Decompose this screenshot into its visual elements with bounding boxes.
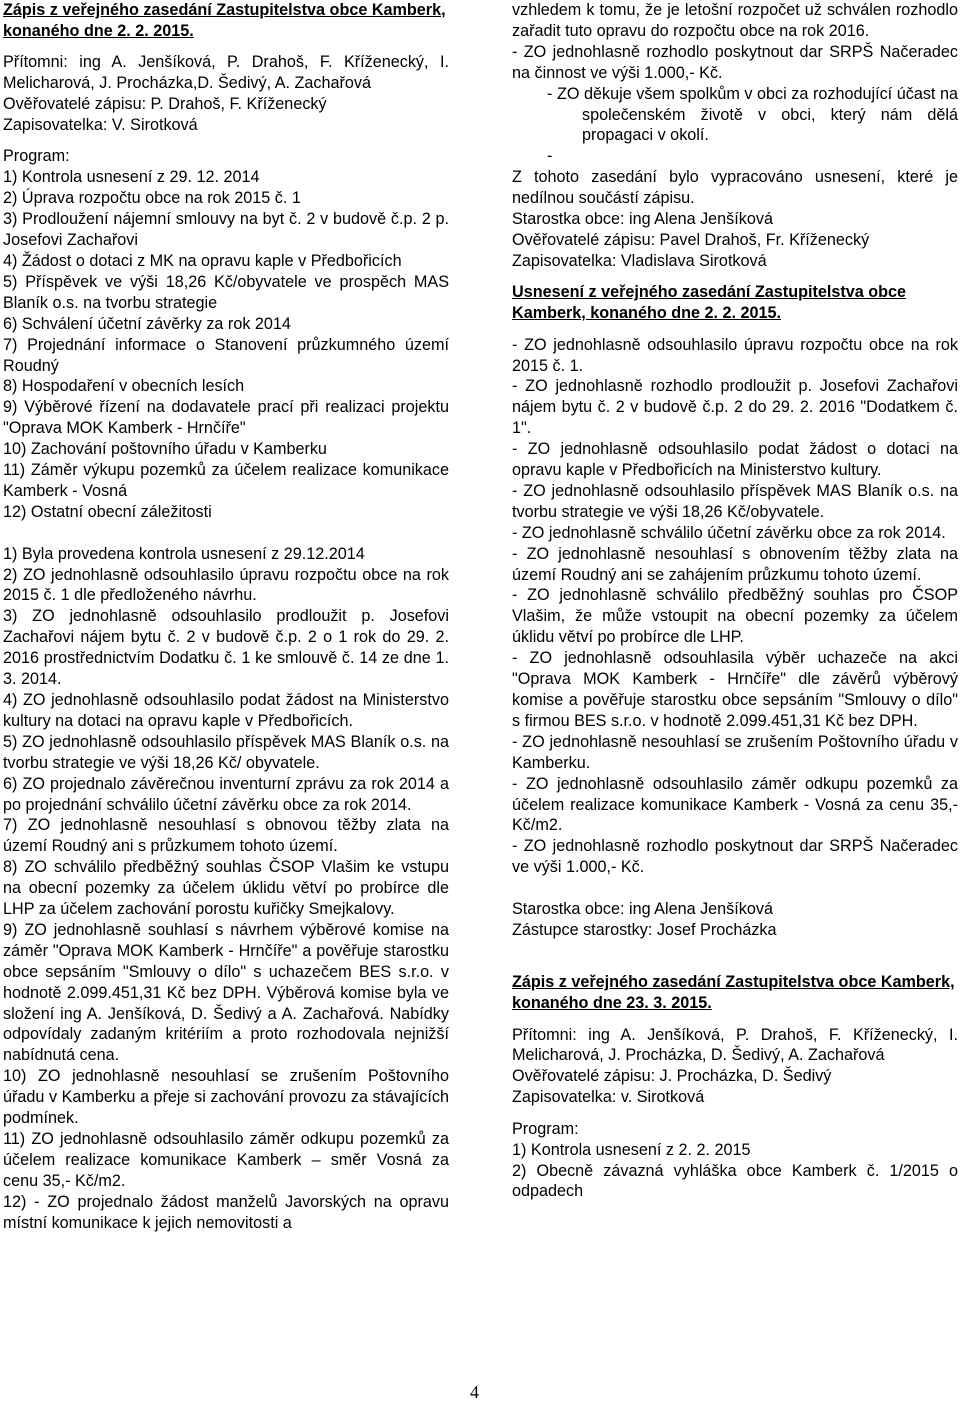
program-item: 2) Úprava rozpočtu obce na rok 2015 č. 1: [3, 189, 301, 208]
minutes-item: 5) ZO jednohlasně odsouhlasilo příspěvek MAS Blaník o.s. na tvorbu strategie ve výši 18,26 Kč/ obyvatele.: [3, 732, 449, 772]
minutes-item: - ZO jednohlasně rozhodlo poskytnout dar SRPŠ Načeradec na činnost ve výši 1.000,- Kč.: [512, 42, 958, 82]
resolution-item: - ZO jednohlasně odsouhlasilo podat žádost o dotaci na opravu kaple v Předbořicích na Ministerstvo kultury.: [512, 440, 958, 480]
resolution-item: - ZO jednohlasně nesouhlasí se zrušením Poštovního úřadu v Kamberku.: [512, 732, 958, 772]
resolution-item: - ZO jednohlasně odsouhlasilo záměr odkupu pozemků za účelem realizace komunikace Kamberk - Vosná za cenu 35,- Kč/m2.: [512, 774, 958, 835]
program-item-2: 2) Obecně závazná vyhláška obce Kamberk č. 1/2015 o odpadech: [512, 1161, 958, 1201]
program-item: 1) Kontrola usnesení z 29. 12. 2014: [3, 168, 260, 187]
verifiers-signature: Ověřovatelé zápisu: Pavel Drahoš, Fr. Kříženecký: [512, 230, 870, 249]
resolution-heading: Usnesení z veřejného zasedání Zastupitelstva obce Kamberk, konaného dne 2. 2. 2015.: [512, 283, 907, 323]
minutes-item: 3) ZO jednohlasně odsouhlasilo prodloužit p. Josefovi Zachařovi nájem bytu č. 2 v budově č.p. 2 o 1 rok do 29. 2. 2016 prostřednictvím Dodatku č. 1 ke smlouvě č. 14 ze dne 1. 3. 2014.: [3, 607, 449, 689]
continuation-text: vzhledem k tomu, že je letošní rozpočet už schválen rozhodlo zařadit tuto opravu do rozpočtu obce na rok 2016.: [512, 1, 958, 40]
minutes-item: 7) ZO jednohlasně nesouhlasí s obnovou těžby zlata na území Roudný ani s průzkumem tohoto území.: [3, 816, 449, 856]
program-item: 9) Výběrové řízení na dodavatele prací při realizaci projektu "Oprava MOK Kamberk - Hrnčíře": [3, 398, 449, 438]
resolution-item: - ZO jednohlasně odsouhlasila výběr uchazeče na akci "Oprava MOK Kamberk - Hrnčíře" dle závěrů výběrový komise a pověřuje starostku obce sepsáním "Smlouvy o dílo" s firmou BES s.r.o. v hodnotě 2.099.451,31 Kč bez DPH.: [512, 649, 958, 730]
resolution-item: - ZO jednohlasně rozhodlo poskytnout dar SRPŠ Načeradec ve výši 1.000,- Kč.: [512, 837, 958, 877]
program-item: 8) Hospodaření v obecních lesích: [3, 377, 245, 396]
program-item: 5) Příspěvek ve výši 18,26 Kč/obyvatele ve prospěch MAS Blaník o.s. na tvorbu strategie: [3, 272, 449, 312]
minutes-item: 12) - ZO projednalo žádost manželů Javorských na opravu místní komunikace k jejich nemovitosti a: [3, 1192, 449, 1232]
meeting-heading-2: Zápis z veřejného zasedání Zastupitelstva obce Kamberk, konaného dne 23. 3. 2015.: [512, 973, 955, 1013]
minutes-item: 11) ZO jednohlasně odsouhlasilo záměr odkupu pozemků za účelem realizace komunikace Kamberk – směr Vosná za cenu 35,- Kč/m2.: [3, 1130, 449, 1190]
minutes-item: 6) ZO projednalo závěrečnou inventurní zprávu za rok 2014 a po projednání schválilo účetní závěrku obce za rok 2014.: [3, 774, 449, 814]
recorder-signature: Zapisovatelka: Vladislava Sirotková: [512, 251, 767, 270]
minutes-item: 4) ZO jednohlasně odsouhlasilo podat žádost na Ministerstvo kultury na dotaci na opravu kaple v Předbořicích.: [3, 690, 449, 730]
attendance: Přítomni: ing A. Jenšíková, P. Drahoš, F. Kříženecký, I. Melicharová, J. Procházka,D. Šedivý, A. Zachařová: [3, 53, 449, 93]
right-column: [512, 0, 958, 1202]
attendance-2: Přítomni: ing A. Jenšíková, P. Drahoš, F. Kříženecký, I. Melicharová, J. Procházka, D. Šedivý, A. Zachařová: [512, 1025, 958, 1065]
mayor-signature: Starostka obce: ing Alena Jenšíková: [512, 900, 773, 919]
minutes-item: 2) ZO jednohlasně odsouhlasilo úpravu rozpočtu obce na rok 2015 č. 1 dle předloženého návrhu.: [3, 565, 449, 605]
deputy-signature: Zástupce starostky: Josef Procházka: [512, 920, 777, 939]
resolution-item: - ZO jednohlasně odsouhlasilo příspěvek MAS Blaník o.s. na tvorbu strategie ve výši 18,26 Kč/obyvatele.: [512, 481, 958, 521]
meeting-heading: Zápis z veřejného zasedání Zastupitelstva obce Kamberk, konaného dne 2. 2. 2015.: [3, 1, 446, 40]
minutes-item: 1) Byla provedena kontrola usnesení z 29.12.2014: [3, 544, 365, 563]
program-item-2: 1) Kontrola usnesení z 2. 2. 2015: [512, 1140, 751, 1159]
closing-note: Z tohoto zasedání bylo vypracováno usnesení, které je nedílnou součástí zápisu.: [512, 168, 958, 208]
recorder: Zapisovatelka: V. Sirotková: [3, 116, 198, 135]
resolution-item: - ZO jednohlasně schválilo účetní závěrku obce za rok 2014.: [512, 523, 946, 542]
program-item: 12) Ostatní obecní záležitosti: [3, 502, 212, 521]
program-label-2: Program:: [512, 1119, 579, 1138]
program-item: 11) Záměr výkupu pozemků za účelem realizace komunikace Kamberk - Vosná: [3, 461, 449, 500]
left-column: [3, 0, 449, 1234]
minutes-item-indented: - ZO děkuje všem spolkům v obci za rozhodující účast na společenském životě v obci, který nám dělá propagaci v okolí.: [547, 84, 958, 145]
resolution-item: - ZO jednohlasně nesouhlasí s obnovením těžby zlata na území Roudný ani se zahájením průzkumu tohoto území.: [512, 544, 958, 584]
recorder-2: Zapisovatelka: v. Sirotková: [512, 1088, 705, 1107]
minutes-item: 9) ZO jednohlasně souhlasí s návrhem výběrové komise na záměr "Oprava MOK Kamberk - Hrnčíře" a pověřuje starostku obce sepsáním "Smlouvy o dílo" s uchazečem BES s.r.o. v hodnotě 2.099.451,31 Kč bez DPH. Výběrová komise byla ve složení ing A. Jenšíková, D. Šedivý a A. Zachařová. Nabídky odpovídaly zadaným kritériím a proto rozhodovala nejnižší nabídnutá cena.: [3, 920, 449, 1065]
resolution-item: - ZO jednohlasně odsouhlasilo úpravu rozpočtu obce na rok 2015 č. 1.: [512, 335, 958, 375]
program-item: 4) Žádost o dotaci z MK na opravu kaple v Předbořicích: [3, 251, 402, 270]
resolution-item: - ZO jednohlasně schválilo předběžný souhlas pro ČSOP Vlašim, že může vstoupit na obecní pozemky za účelem úklidu větví po probírce dle LHP.: [512, 586, 958, 647]
minutes-item-indented: -: [547, 147, 553, 166]
verifiers-2: Ověřovatelé zápisu: J. Procházka, D. Šedivý: [512, 1067, 832, 1086]
program-label: Program:: [3, 147, 70, 166]
mayor-signature: Starostka obce: ing Alena Jenšíková: [512, 210, 773, 229]
program-item: 7) Projednání informace o Stanovení průzkumného území Roudný: [3, 335, 449, 375]
minutes-item: 8) ZO schválilo předběžný souhlas ČSOP Vlašim ke vstupu na obecní pozemky za účelem úklidu větví po probírce dle LHP za účelem zachování porostu kuřičky Smejkalovy.: [3, 858, 449, 919]
program-item: 10) Zachování poštovního úřadu v Kamberku: [3, 440, 327, 459]
minutes-item: 10) ZO jednohlasně nesouhlasí se zrušením Poštovního úřadu v Kamberku a přeje si zachování provozu za stávajících podmínek.: [3, 1067, 449, 1128]
page-number: 4: [470, 1382, 479, 1402]
program-item: 6) Schválení účetní závěrky za rok 2014: [3, 314, 291, 333]
verifiers: Ověřovatelé zápisu: P. Drahoš, F. Kříženecký: [3, 95, 327, 114]
program-item: 3) Prodloužení nájemní smlouvy na byt č. 2 v budově č.p. 2 p. Josefovi Zachařovi: [3, 210, 449, 250]
resolution-item: - ZO jednohlasně rozhodlo prodloužit p. Josefovi Zachařovi nájem bytu č. 2 v budově č.p. 2 do 29. 2. 2016 "Dodatkem č. 1".: [512, 377, 958, 438]
